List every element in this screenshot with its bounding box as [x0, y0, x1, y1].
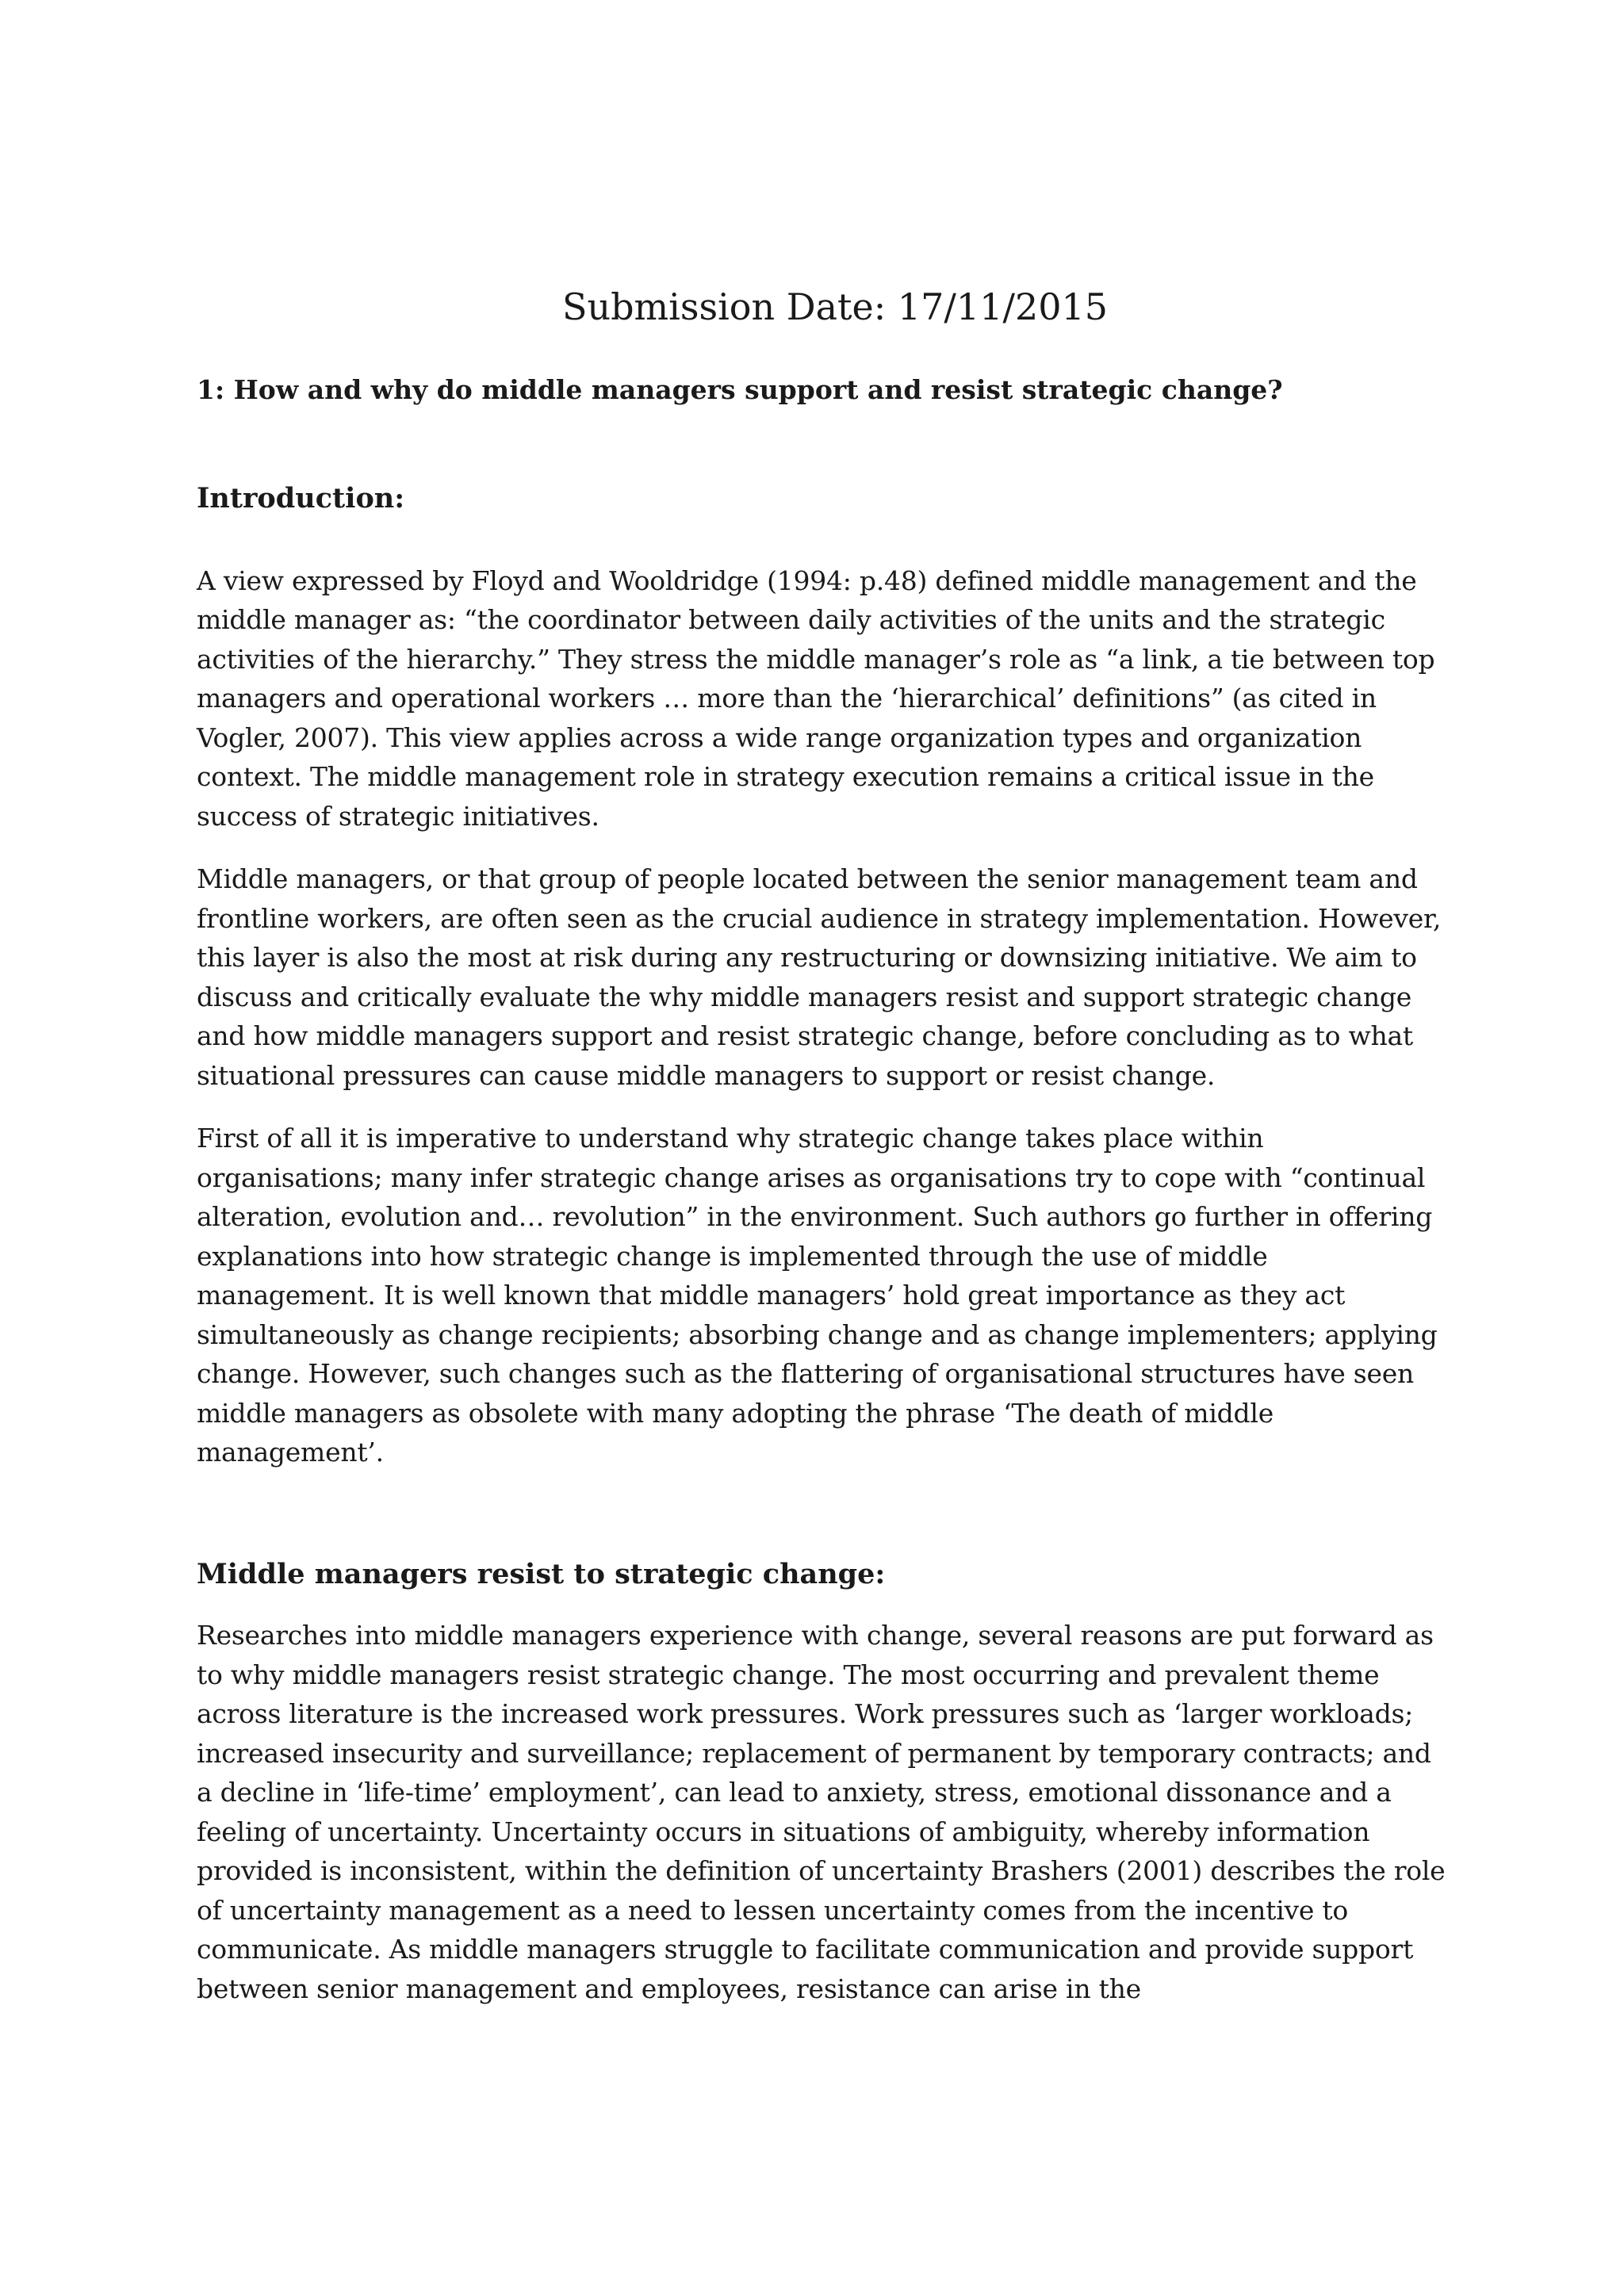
- introduction-heading: Introduction:: [197, 482, 405, 515]
- intro-paragraph-2: Middle managers, or that group of people located between the senior management team and frontline workers, are often seen as the crucial audience in strategy implementation. However, this layer is also the most at risk during any restructuring or downsizing initiative. We aim to discuss and critically evaluate the why middle managers resist and support strategic change and how middle managers support and resist strategic change, before concluding as to what situational pressures can cause middle managers to support or resist change.: [197, 863, 1442, 1091]
- submission-date-title: Submission Date: 17/11/2015: [561, 285, 1109, 328]
- document-body: [197, 285, 1450, 2032]
- intro-paragraph-1: A view expressed by Floyd and Wooldridge (1994: p.48) defined middle management and the middle manager as: “the coordinator between daily activities of the units and the strategic activities of the hierarchy.” They stress the middle manager’s role as “a link, a tie between top managers and operational workers … more than the ‘hierarchical’ definitions” (as cited in Vogler, 2007). This view applies across a wide range organization types and organization context. The middle management role in strategy execution remains a critical issue in the success of strategic initiatives.: [197, 564, 1435, 832]
- resist-section-heading: Middle managers resist to strategic change:: [197, 1557, 886, 1590]
- intro-paragraph-3: First of all it is imperative to understand why strategic change takes place within organisations; many infer strategic change arises as organisations try to cope with “continual alteration, evolution and… revolution” in the environment. Such authors go further in offering explanations into how strategic change is implemented through the use of middle management. It is well known that middle managers’ hold great importance as they act simultaneously as change recipients; absorbing change and as change implementers; applying change. However, such changes such as the flattering of organisational structures have seen middle managers as obsolete with many adopting the phrase ‘The death of middle management’.: [197, 1123, 1438, 1468]
- resist-paragraph: Researches into middle managers experience with change, several reasons are put forward as to why middle managers resist strategic change. The most occurring and prevalent theme across literature is the increased work pressures. Work pressures such as ‘larger workloads; increased insecurity and surveillance; replacement of permanent by temporary contracts; and a decline in ‘life-time’ employment’, can lead to anxiety, stress, emotional dissonance and a feeling of uncertainty. Uncertainty occurs in situations of ambiguity, whereby information provided is inconsistent, within the definition of uncertainty Brashers (2001) describes the role of uncertainty management as a need to lessen uncertainty comes from the incentive to communicate. As middle managers struggle to facilitate communication and provide support between senior management and employees, resistance can arise in the: [197, 1620, 1446, 2004]
- essay-question: 1: How and why do middle managers support and resist strategic change?: [197, 374, 1283, 406]
